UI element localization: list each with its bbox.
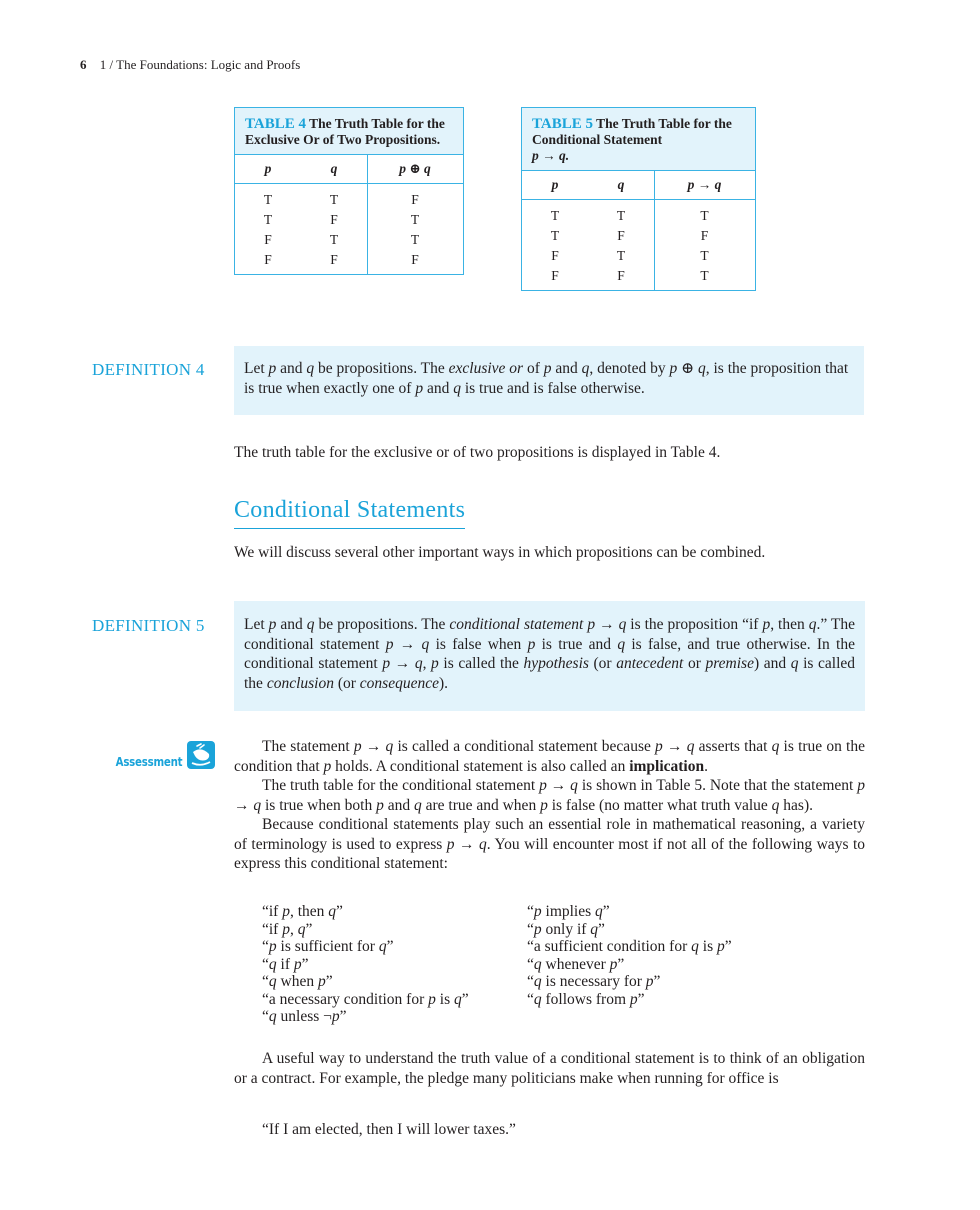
section-intro-paragraph: We will discuss several other important ways in which propositions can be combined. — [234, 544, 766, 561]
table-4-col-q — [301, 184, 367, 274]
table-cell: T — [616, 248, 626, 263]
list-item: “q if p” — [262, 955, 309, 973]
definition-4-text: Let p and q be propositions. The exclusive or of p and q, denoted by p ⊕ q, is the proposition that is true when exactly one of p and q is true and is false otherwise. — [244, 360, 849, 397]
table-4-col-xor — [367, 184, 462, 274]
table-5-caption-math: p → q. — [532, 148, 570, 163]
assessment-icon — [186, 740, 216, 770]
table-4-header-p: p — [264, 161, 272, 176]
definition-4-box — [234, 346, 864, 415]
table-cell: F — [617, 228, 625, 243]
table-4-caption — [235, 108, 463, 155]
list-item: “if p, then q” — [262, 903, 343, 920]
table-5-col-implies — [654, 200, 754, 290]
table-cell: F — [700, 228, 709, 243]
definition-5-box — [234, 601, 865, 711]
definition-5-label: DEFINITION 5 — [92, 616, 205, 635]
truth-table-5 — [521, 107, 756, 291]
table-cell: T — [410, 212, 420, 227]
table-cell: F — [264, 232, 272, 247]
table-cell: T — [700, 248, 709, 263]
list-item: “p is sufficient for q” — [262, 938, 394, 955]
table-cell: T — [263, 192, 273, 207]
table-4-reference-paragraph: The truth table for the exclusive or of two propositions is displayed in Table 4. — [234, 444, 721, 461]
assessment-margin-note — [100, 740, 216, 772]
ways-list-right — [527, 903, 847, 1008]
definition-4-label: DEFINITION 4 — [92, 360, 205, 379]
table-cell: F — [617, 268, 625, 283]
table-5-col-q — [588, 200, 654, 290]
table-5-header-row — [522, 171, 755, 200]
table-4-col-p — [235, 184, 301, 274]
list-item: “q whenever p” — [527, 955, 625, 973]
table-cell: T — [329, 192, 339, 207]
table-cell: T — [616, 208, 626, 223]
body-paragraphs — [234, 737, 865, 874]
table-cell: T — [550, 208, 560, 223]
table-cell: F — [551, 248, 559, 263]
table-4-header-q: q — [330, 161, 338, 176]
table-5-header-implies: p → q — [654, 171, 754, 199]
truth-table-4 — [234, 107, 464, 275]
list-item: “p only if q” — [527, 920, 605, 938]
table-4-caption-text: The Truth Table for the Exclusive Or of Two Propositions. — [245, 116, 445, 147]
ways-list-left — [262, 903, 522, 1026]
table-5-header-p: p — [551, 177, 559, 192]
table-4-header-xor: p ⊕ q — [367, 155, 462, 183]
list-item: “a sufficient condition for q is p” — [527, 938, 732, 955]
table-cell: T — [550, 228, 560, 243]
list-item: “a necessary condition for p is q” — [262, 990, 469, 1008]
table-5-label: TABLE 5 — [532, 116, 593, 132]
table-cell: T — [410, 232, 420, 247]
paragraph-conditional-meaning: The statement p → q is called a conditional statement because p → q asserts that q is true on the condition that p holds. A conditional statement is also called an implication. — [234, 738, 865, 775]
paragraph-obligation-text: A useful way to understand the truth value of a conditional statement is to think of an obligation or a contract. For example, the pledge many politicians make when running for office is — [234, 1050, 865, 1087]
table-cell: F — [330, 212, 338, 227]
table-4-header-row — [235, 155, 463, 184]
table-cell: T — [329, 232, 339, 247]
table-cell: T — [700, 268, 709, 283]
list-item: “q is necessary for p” — [527, 973, 661, 990]
list-item: “q unless ¬p” — [262, 1008, 347, 1025]
running-header — [80, 57, 300, 73]
paragraph-table-5-reference: The truth table for the conditional statement p → q is shown in Table 5. Note that the statement p → q is true when both p and q are true and when p is false (no matter what truth value q has). — [234, 777, 865, 814]
table-5-caption-text: The Truth Table for the Conditional Statement — [532, 116, 732, 147]
table-cell: F — [411, 192, 419, 207]
table-cell: F — [551, 268, 559, 283]
paragraph-obligation — [234, 1049, 865, 1088]
list-item: “q when p” — [262, 973, 333, 990]
table-cell: F — [264, 252, 272, 267]
quote-pledge: “If I am elected, then I will lower taxes.” — [262, 1121, 516, 1138]
list-item: “q follows from p” — [527, 990, 645, 1008]
assessment-label: Assessment — [115, 754, 182, 769]
paragraph-terminology: Because conditional statements play such an essential role in mathematical reasoning, a variety of terminology is used to express p → q. You will encounter most if not all of the following ways to express this conditional statement: — [234, 816, 866, 872]
table-5-caption — [522, 108, 755, 171]
table-5-header-q: q — [617, 177, 625, 192]
table-5-body — [522, 200, 755, 290]
table-cell: T — [700, 208, 709, 223]
table-cell: T — [263, 212, 273, 227]
table-cell: F — [330, 252, 338, 267]
page-number: 6 — [80, 57, 87, 72]
list-item: “p implies q” — [527, 903, 610, 920]
definition-5-text: Let p and q be propositions. The conditional statement p → q is the proposition “if p, then q.” The conditional statement p → q is false when p is true and q is false, and true otherwise. In the conditional statement p → q, p is called the hypothesis (or antecedent or premise) and q is called the conclusion (or consequence). — [244, 616, 856, 692]
running-title: 1 / The Foundations: Logic and Proofs — [99, 57, 301, 72]
table-4-label: TABLE 4 — [245, 116, 306, 132]
table-cell: F — [411, 252, 419, 267]
table-5-col-p — [522, 200, 588, 290]
list-item: “if p, q” — [262, 920, 313, 938]
section-title: Conditional Statements — [234, 497, 465, 529]
table-4-body — [235, 184, 463, 274]
